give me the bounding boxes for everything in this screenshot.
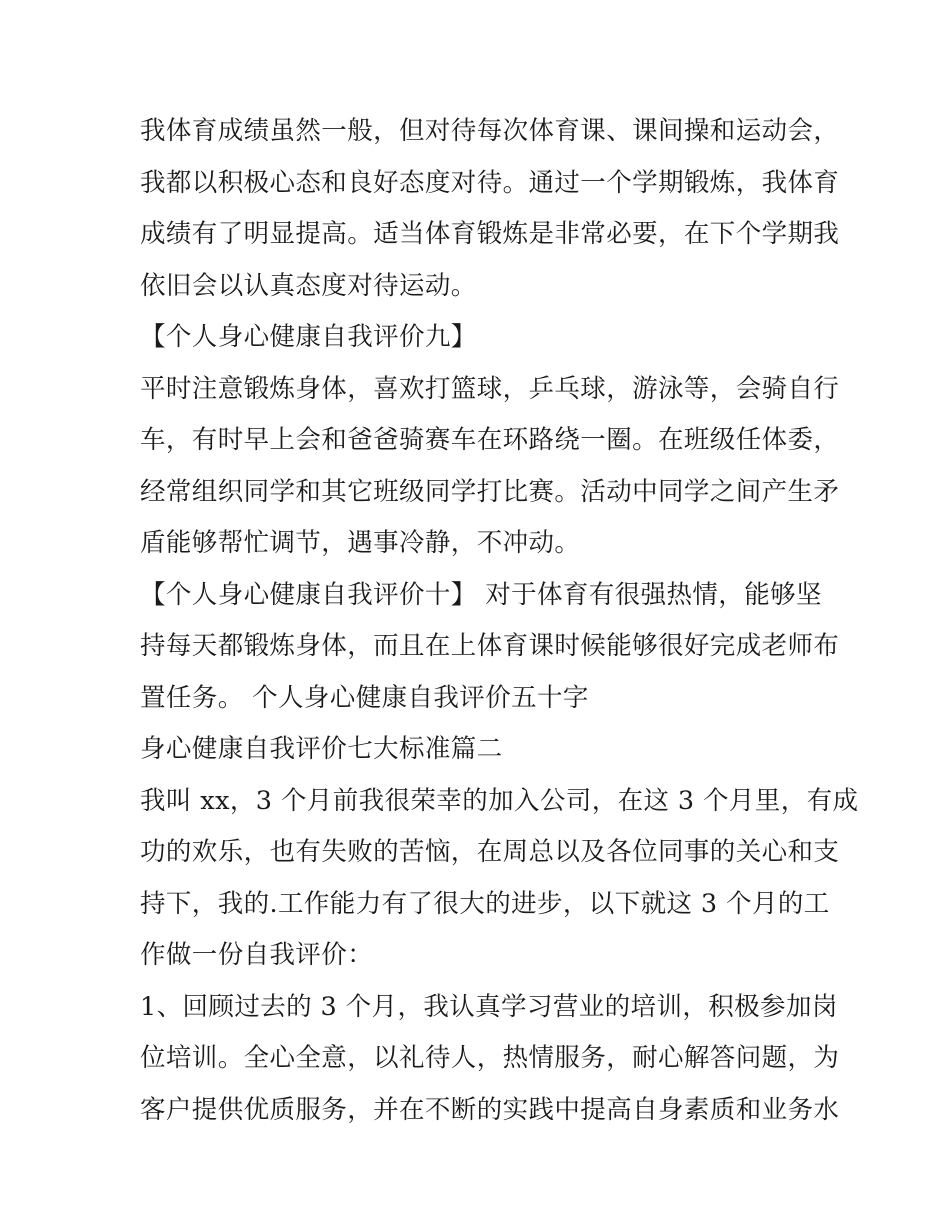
text-line: 作做一份自我评价： (140, 940, 374, 970)
text-line: 我体育成绩虽然一般，但对待每次体育课、课间操和运动会， (140, 116, 840, 146)
document-body (140, 106, 859, 1136)
text-line: 客户提供优质服务，并在不断的实践中提高自身素质和业务水 (140, 1094, 840, 1125)
section-heading: 【个人身心健康自我评价九】 (140, 322, 477, 352)
text-line: 车，有时早上会和爸爸骑赛车在环路绕一圈。在班级任体委， (140, 425, 840, 455)
text-line: 平时注意锻炼身体，喜欢打篮球，乒乓球，游泳等，会骑自行 (140, 373, 840, 404)
text-line: 盾能够帮忙调节，遇事冷静，不冲动。 (140, 528, 581, 558)
text-line: 依旧会以认真态度对待运动。 (140, 270, 477, 301)
text-line: 1、回顾过去的 3 个月，我认真学习营业的培训，积极参加岗 (140, 991, 838, 1022)
text-line: 成绩有了明显提高。适当体育锻炼是非常必要，在下个学期我 (140, 219, 840, 249)
text-line: 持每天都锻炼身体，而且在上体育课时候能够很好完成老师布 (140, 631, 840, 661)
section-title: 身心健康自我评价七大标准篇二 (140, 734, 503, 764)
text-line: 位培训。全心全意，以礼待人，热情服务，耐心解答问题，为 (140, 1043, 840, 1073)
text-line: 我叫 xx，3 个月前我很荣幸的加入公司，在这 3 个月里，有成 (140, 785, 859, 816)
text-line: 持下，我的.工作能力有了很大的进步，以下就这 3 个月的工 (140, 888, 830, 919)
section-heading: 【个人身心健康自我评价十】 对于体育有很强热情，能够坚 (140, 579, 822, 610)
text-line: 功的欢乐，也有失败的苦恼，在周总以及各位同事的关心和支 (140, 837, 840, 867)
text-line: 我都以积极心态和良好态度对待。通过一个学期锻炼，我体育 (140, 167, 840, 198)
text-line: 置任务。 个人身心健康自我评价五十字 (140, 682, 589, 713)
text-line: 经常组织同学和其它班级同学打比赛。活动中同学之间产生矛 (140, 476, 840, 507)
